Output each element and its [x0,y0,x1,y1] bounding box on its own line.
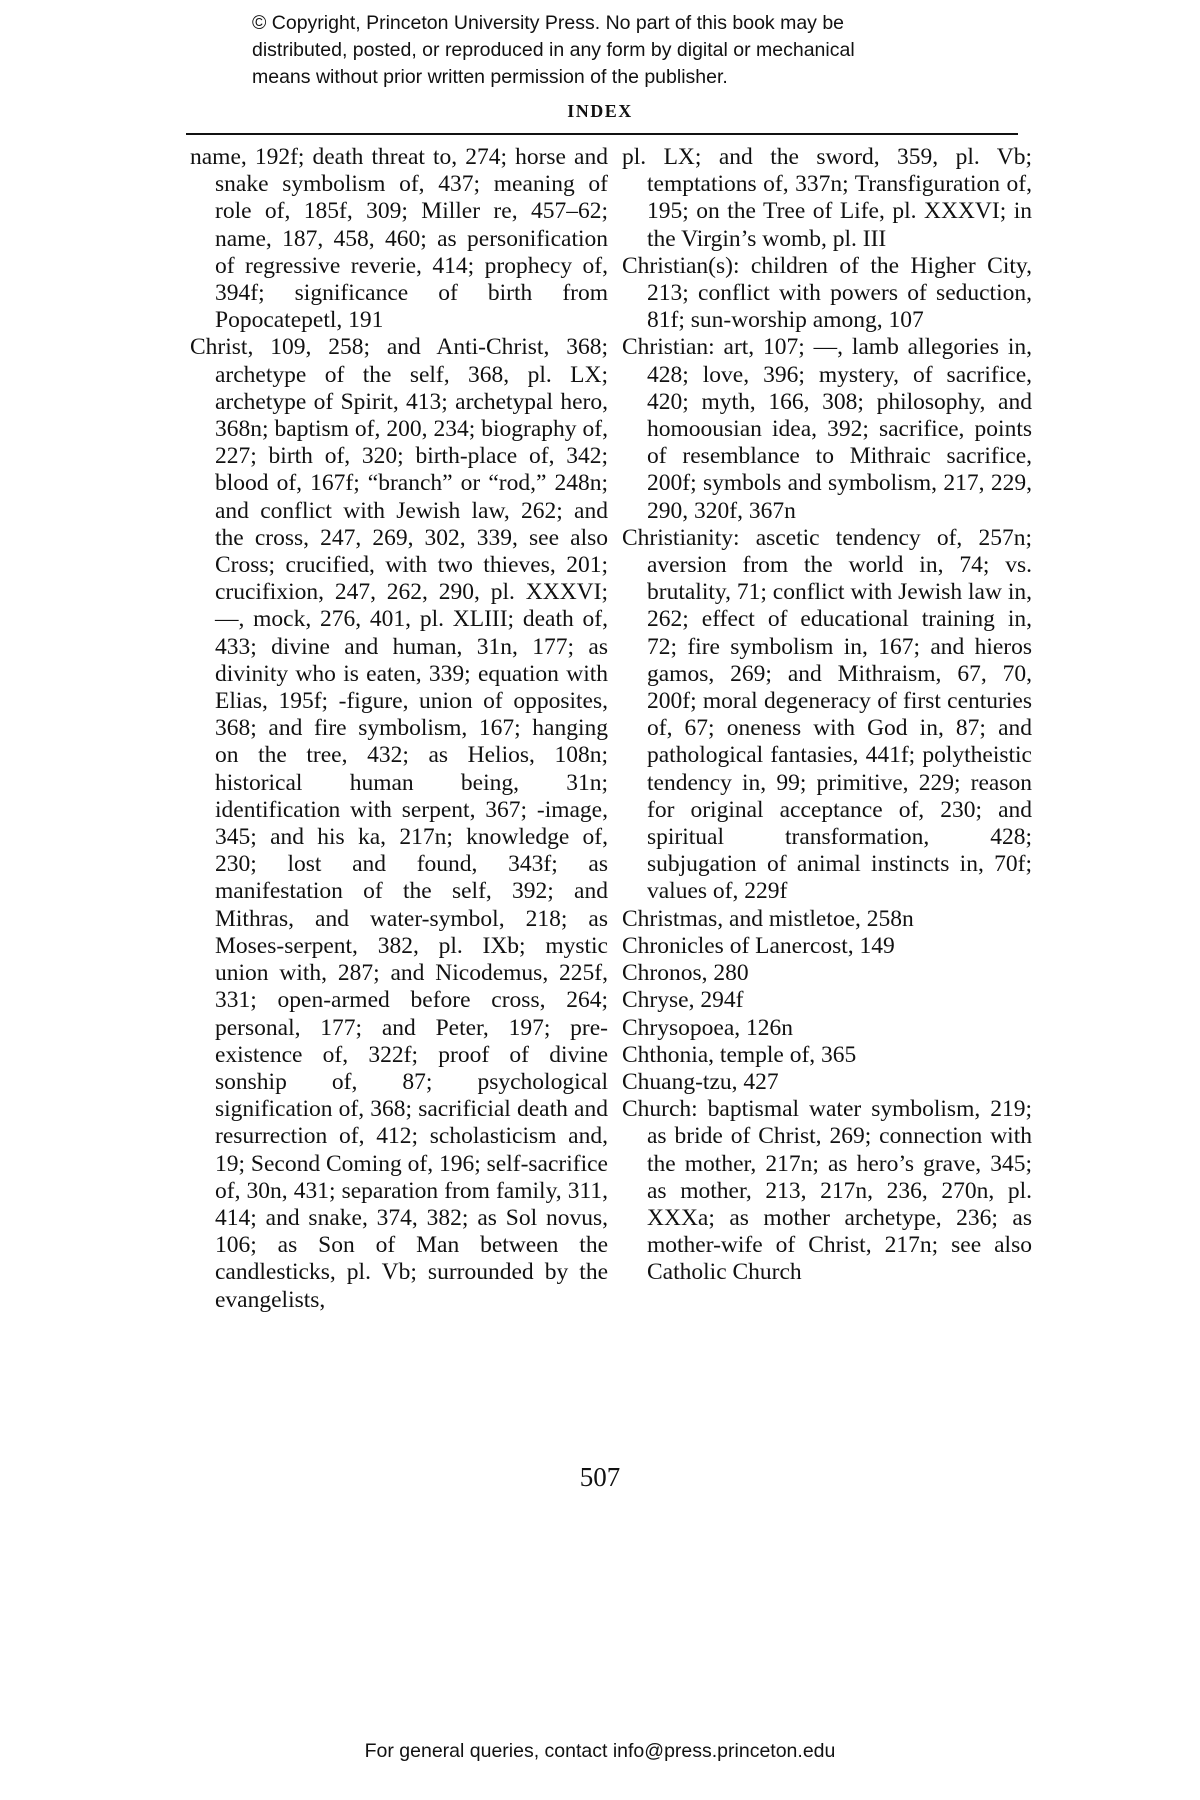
index-entry: Christian(s): children of the Higher City, 213; conflict with powers of seduction, 81f; sun-worship among, 107 [622,252,1032,334]
index-entry: pl. LX; and the sword, 359, pl. Vb; temptations of, 337n; Transfiguration of, 195; on the Tree of Life, pl. XXXVI; in the Virgin’s womb, pl. III [622,144,1032,252]
index-entry: Chronicles of Lanercost, 149 [622,932,895,959]
index-column-left [190,144,608,1314]
running-header: INDEX [567,101,633,121]
header-rule [186,133,1018,135]
index-entry: Chthonia, temple of, 365 [622,1041,857,1068]
index-entry: Church: baptismal water symbolism, 219; as bride of Christ, 269; connection with the mother, 217n; as hero’s grave, 345; as mother, 213, 217n, 236, 270n, pl. XXXa; as mother archetype, 236; as mother-wife of Christ, 217n; see also Catholic Church [622,1096,1032,1286]
index-entry: Chryse, 294f [622,987,744,1014]
page-number: 507 [579,1462,621,1492]
index-column-right [622,144,1032,1287]
index-entry: Christian: art, 107; —, lamb allegories in, 428; love, 396; mystery, of sacrifice, 420; myth, 166, 308; philosophy, and homoousian idea, 392; sacrifice, points of resemblance to Mithraic sacrifice, 200f; symbols and symbolism, 217, 229, 290, 320f, 367n [622,334,1032,524]
index-entry: Christ, 109, 258; and Anti-Christ, 368; archetype of the self, 368, pl. LX; archetype of Spirit, 413; archetypal hero, 368n; baptism of, 200, 234; biography of, 227; birth of, 320; birth-place of, 342; blood of, 167f; “branch” or “rod,” 248n; and conflict with Jewish law, 262; and the cross, 247, 269, 302, 339, see also Cross; crucified, with two thieves, 201; crucifixion, 247, 262, 290, pl. XXXVI; —, mock, 276, 401, pl. XLIII; death of, 433; divine and human, 31n, 177; as divinity who is eaten, 339; equation with Elias, 195f; -figure, union of opposites, 368; and fire symbolism, 167; hanging on the tree, 432; as Helios, 108n; historical human being, 31n; identification with serpent, 367; -image, 345; and his ka, 217n; knowledge of, 230; lost and found, 343f; as manifestation of the self, 392; and Mithras, and water-symbol, 218; as Moses-serpent, 382, pl. IXb; mystic union with, 287; and Nicodemus, 225f, 331; open-armed before cross, 264; personal, 177; and Peter, 197; pre-existence of, 322f; proof of divine sonship of, 87; psychological signification of, 368; sacrificial death and resurrection of, 412; scholasticism and, 19; Second Coming of, 196; self-sacrifice of, 30n, 431; separation from family, 311, 414; and snake, 374, 382; as Sol novus, 106; as Son of Man between the candlesticks, pl. Vb; surrounded by the evangelists, [190,334,608,1313]
index-entry: Chronos, 280 [622,960,749,987]
index-entry: Christmas, and mistletoe, 258n [622,905,914,932]
index-entry: Chrysopoea, 126n [622,1014,794,1041]
index-entry: Chuang-tzu, 427 [622,1068,779,1095]
index-entry: name, 192f; death threat to, 274; horse and snake symbolism of, 437; meaning of role of, 185f, 309; Miller re, 457–62; name, 187, 458, 460; as personification of regressive reverie, 414; prophecy of, 394f; significance of birth from Popocatepetl, 191 [190,144,608,334]
footer-contact: For general queries, contact info@press.princeton.edu [364,1740,836,1762]
copyright-line-1: © Copyright, Princeton University Press. No part of this book may be [252,12,845,34]
copyright-notice [252,10,972,91]
copyright-line-3: means without prior written permission of the publisher. [252,66,728,88]
copyright-line-2: distributed, posted, or reproduced in any form by digital or mechanical [252,39,855,61]
index-entry: Christianity: ascetic tendency of, 257n; aversion from the world in, 74; vs. brutality, 71; conflict with Jewish law in, 262; effect of educational training in, 72; fire symbolism in, 167; and hieros gamos, 269; and Mithraism, 67, 70, 200f; moral degeneracy of first centuries of, 67; oneness with God in, 87; and pathological fantasies, 441f; polytheistic tendency in, 99; primitive, 229; reason for original acceptance of, 230; and spiritual transformation, 428; subjugation of animal instincts in, 70f; values of, 229f [622,524,1032,905]
